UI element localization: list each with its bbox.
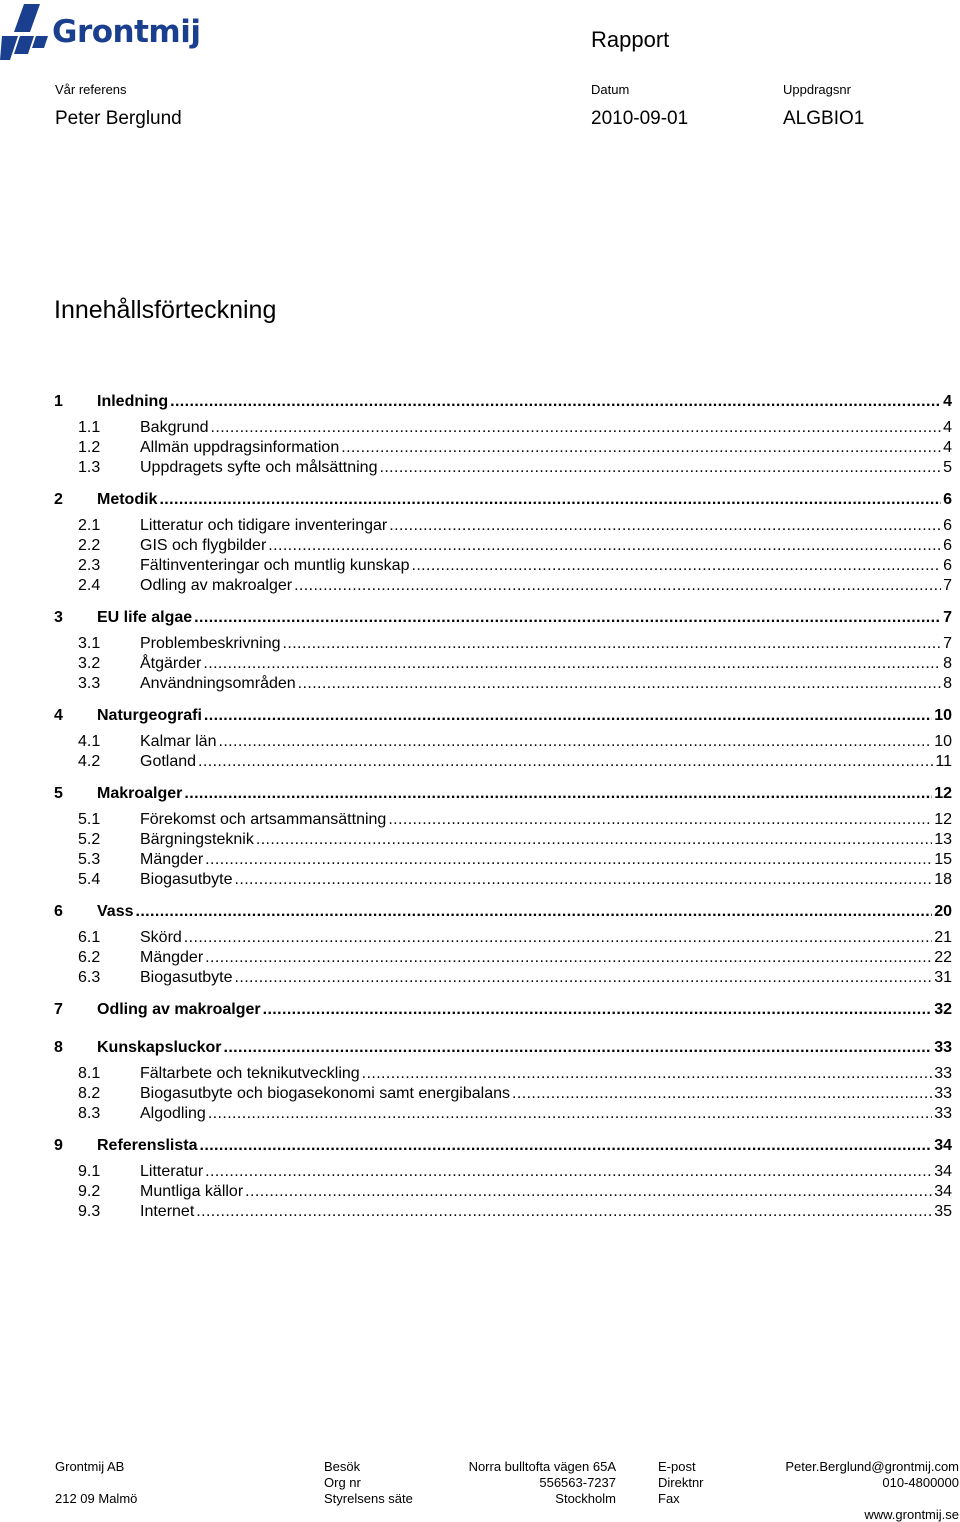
- toc-dot-leader: [204, 706, 932, 726]
- toc-entry-number: 5.2: [78, 831, 101, 848]
- toc-dot-leader: [218, 732, 932, 752]
- toc-entry-title: Fältinventeringar och muntlig kunskap: [140, 557, 410, 574]
- toc-dot-leader: [196, 1202, 932, 1222]
- toc-entry[interactable]: [54, 706, 952, 726]
- toc-dot-leader: [208, 1104, 932, 1124]
- toc-entry-page: 20: [934, 903, 952, 920]
- toc-entry-page: 6: [943, 491, 952, 508]
- toc-entry-page: 34: [934, 1163, 952, 1180]
- toc-dot-leader: [194, 608, 941, 628]
- toc-entry-number: 9.2: [78, 1183, 101, 1200]
- toc-entry-number: 6.1: [78, 929, 101, 946]
- toc-dot-leader: [389, 516, 941, 536]
- toc-entry-number: 7: [54, 1001, 63, 1018]
- toc-entry-page: 11: [935, 753, 952, 770]
- footer-postal: 212 09 Malmö: [55, 1491, 138, 1506]
- toc-entry-page: 5: [943, 459, 952, 476]
- toc-entry-page: 34: [934, 1183, 952, 1200]
- toc-entry-number: 5.4: [78, 871, 101, 888]
- footer-website[interactable]: www.grontmij.se: [864, 1507, 959, 1522]
- toc-dot-leader: [170, 392, 941, 412]
- toc-entry-title: Bärgningsteknik: [140, 831, 254, 848]
- report-title: Rapport: [591, 27, 670, 52]
- toc-entry[interactable]: [54, 608, 952, 628]
- toc-dot-leader: [263, 1000, 933, 1020]
- toc-entry[interactable]: [54, 870, 952, 890]
- toc-dot-leader: [512, 1084, 932, 1104]
- toc-dot-leader: [159, 490, 941, 510]
- toc-entry-page: 7: [943, 635, 952, 652]
- logo-wordmark: Grontmij: [52, 14, 201, 50]
- toc-entry-number: 1: [54, 393, 63, 410]
- toc-entry-title: Makroalger: [97, 785, 183, 802]
- toc-entry-page: 13: [934, 831, 952, 848]
- footer-email-value[interactable]: Peter.Berglund@grontmij.com: [785, 1459, 959, 1474]
- ref-value: Peter Berglund: [55, 108, 182, 129]
- toc-entry-number: 1.1: [78, 419, 101, 436]
- toc-entry-page: 12: [934, 785, 952, 802]
- toc-entry-title: Problembeskrivning: [140, 635, 281, 652]
- toc-entry-page: 8: [943, 675, 952, 692]
- toc-entry[interactable]: [54, 1000, 952, 1020]
- toc-entry-page: 31: [934, 969, 952, 986]
- toc-entry[interactable]: [54, 784, 952, 804]
- toc-entry-number: 4.2: [78, 753, 101, 770]
- toc-dot-leader: [294, 576, 941, 596]
- toc-entry-title: Skörd: [140, 929, 182, 946]
- toc-entry-number: 3.1: [78, 635, 101, 652]
- toc-entry-number: 9.1: [78, 1163, 101, 1180]
- toc-entry-title: Metodik: [97, 491, 158, 508]
- toc-entry-number: 2.2: [78, 537, 101, 554]
- toc-entry[interactable]: [54, 634, 952, 654]
- toc-entry-page: 4: [943, 419, 952, 436]
- toc-dot-leader: [379, 458, 941, 478]
- toc-entry-title: Kalmar län: [140, 733, 217, 750]
- toc-entry-page: 6: [943, 517, 952, 534]
- grontmij-logo-icon: [0, 2, 52, 62]
- toc-entry-page: 22: [934, 949, 952, 966]
- toc-entry-title: Allmän uppdragsinformation: [140, 439, 340, 456]
- toc-entry-title: Användningsområden: [140, 675, 296, 692]
- toc-dot-leader: [256, 830, 932, 850]
- toc-entry[interactable]: [54, 1104, 952, 1124]
- toc-dot-leader: [200, 1136, 933, 1156]
- footer-org-label: Org nr: [324, 1475, 361, 1490]
- toc-dot-leader: [411, 556, 941, 576]
- toc-entry-title: Litteratur och tidigare inventeringar: [140, 517, 388, 534]
- toc-entry[interactable]: [54, 1162, 952, 1182]
- toc-entry[interactable]: [54, 516, 952, 536]
- toc-entry-page: 8: [943, 655, 952, 672]
- toc-entry-page: 7: [943, 577, 952, 594]
- toc-entry[interactable]: [54, 732, 952, 752]
- footer-seat-label: Styrelsens säte: [324, 1491, 413, 1506]
- toc-entry-page: 32: [934, 1001, 952, 1018]
- toc-entry[interactable]: [54, 948, 952, 968]
- toc-entry[interactable]: [54, 536, 952, 556]
- toc-entry-page: 33: [934, 1039, 952, 1056]
- toc-entry-number: 5.3: [78, 851, 101, 868]
- grontmij-logo: [0, 2, 210, 64]
- toc-entry[interactable]: [54, 810, 952, 830]
- toc-entry-number: 8.2: [78, 1085, 101, 1102]
- toc-entry-number: 6.3: [78, 969, 101, 986]
- toc-entry-page: 33: [934, 1105, 952, 1122]
- toc-entry-number: 3.2: [78, 655, 101, 672]
- date-label: Datum: [591, 82, 630, 97]
- toc-entry-page: 34: [934, 1137, 952, 1154]
- toc-entry-page: 10: [934, 733, 952, 750]
- footer-company: Grontmij AB: [55, 1459, 125, 1474]
- toc-entry-page: 4: [943, 393, 952, 410]
- toc-entry-title: Odling av makroalger: [140, 577, 293, 594]
- toc-entry[interactable]: [54, 968, 952, 988]
- toc-entry[interactable]: [54, 1136, 952, 1156]
- toc-entry-number: 4: [54, 707, 63, 724]
- toc-entry[interactable]: [54, 418, 952, 438]
- footer-fax-label: Fax: [658, 1491, 680, 1506]
- toc-entry[interactable]: [54, 576, 952, 596]
- toc-entry[interactable]: [54, 1084, 952, 1104]
- toc-entry-title: Vass: [97, 903, 134, 920]
- toc-dot-leader: [198, 752, 933, 772]
- toc-entry-number: 2: [54, 491, 63, 508]
- toc-entry-title: Litteratur: [140, 1163, 204, 1180]
- footer-org-value: 556563-7237: [539, 1475, 616, 1490]
- toc-entry-number: 6: [54, 903, 63, 920]
- toc-entry-title: Åtgärder: [140, 655, 202, 672]
- toc-dot-leader: [283, 634, 942, 654]
- toc-entry-title: Kunskapsluckor: [97, 1039, 222, 1056]
- toc-entry[interactable]: [54, 654, 952, 674]
- toc-entry[interactable]: [54, 458, 952, 478]
- toc-entry-page: 12: [934, 811, 952, 828]
- toc-dot-leader: [362, 1064, 933, 1084]
- toc-entry-number: 4.1: [78, 733, 101, 750]
- toc-dot-leader: [235, 870, 933, 890]
- toc-entry[interactable]: [54, 674, 952, 694]
- toc-entry-number: 5: [54, 785, 63, 802]
- footer-direct-value: 010-4800000: [882, 1475, 959, 1490]
- toc-dot-leader: [341, 438, 941, 458]
- toc-entry[interactable]: [54, 490, 952, 510]
- toc-entry[interactable]: [54, 556, 952, 576]
- toc-dot-leader: [135, 902, 932, 922]
- toc-dot-leader: [235, 968, 933, 988]
- toc-entry-number: 1.3: [78, 459, 101, 476]
- toc-entry-title: GIS och flygbilder: [140, 537, 267, 554]
- toc-entry-page: 6: [943, 557, 952, 574]
- toc-dot-leader: [223, 1038, 932, 1058]
- toc-entry[interactable]: [54, 902, 952, 922]
- toc-entry-page: 21: [934, 929, 952, 946]
- toc-entry[interactable]: [54, 1182, 952, 1202]
- toc-entry-number: 8.1: [78, 1065, 101, 1082]
- toc-entry-number: 2.3: [78, 557, 101, 574]
- footer-direct-label: Direktnr: [658, 1475, 704, 1490]
- toc-entry-title: Muntliga källor: [140, 1183, 244, 1200]
- toc-entry-page: 18: [934, 871, 952, 888]
- toc-entry[interactable]: [54, 752, 952, 772]
- toc-entry-title: Fältarbete och teknikutveckling: [140, 1065, 360, 1082]
- toc-entry[interactable]: [54, 438, 952, 458]
- footer-seat-value: Stockholm: [555, 1491, 616, 1506]
- toc-dot-leader: [211, 418, 942, 438]
- date-value: 2010-09-01: [591, 108, 689, 129]
- toc-entry-title: Biogasutbyte: [140, 969, 233, 986]
- toc-dot-leader: [184, 784, 932, 804]
- toc-heading: Innehållsförteckning: [54, 296, 277, 324]
- toc-entry-number: 3: [54, 609, 63, 626]
- toc-entry[interactable]: [54, 850, 952, 870]
- toc-dot-leader: [388, 810, 932, 830]
- toc-entry-page: 33: [934, 1065, 952, 1082]
- toc-entry-title: Mängder: [140, 949, 204, 966]
- toc-entry-page: 7: [943, 609, 952, 626]
- toc-entry-page: 4: [943, 439, 952, 456]
- toc-entry-title: Förekomst och artsammansättning: [140, 811, 387, 828]
- assignment-value: ALGBIO1: [783, 108, 865, 129]
- toc-entry-title: Biogasutbyte: [140, 871, 233, 888]
- toc-entry[interactable]: [54, 1038, 952, 1058]
- toc-dot-leader: [203, 654, 941, 674]
- toc-entry-number: 9: [54, 1137, 63, 1154]
- toc-dot-leader: [298, 674, 941, 694]
- toc-dot-leader: [184, 928, 932, 948]
- toc-entry-title: Algodling: [140, 1105, 206, 1122]
- toc-entry-title: Odling av makroalger: [97, 1001, 261, 1018]
- toc-entry-number: 3.3: [78, 675, 101, 692]
- toc-entry[interactable]: [54, 830, 952, 850]
- toc-entry-page: 6: [943, 537, 952, 554]
- footer-visit-value: Norra bulltofta vägen 65A: [468, 1459, 616, 1474]
- footer-visit-label: Besök: [324, 1459, 361, 1474]
- toc-entry-title: Referenslista: [97, 1137, 198, 1154]
- toc-entry-title: EU life algae: [97, 609, 193, 626]
- toc-entry-number: 9.3: [78, 1203, 101, 1220]
- toc-entry-title: Biogasutbyte och biogasekonomi samt energibalans: [140, 1085, 511, 1102]
- toc-entry-title: Internet: [140, 1203, 195, 1220]
- toc-dot-leader: [205, 948, 932, 968]
- toc-dot-leader: [268, 536, 941, 556]
- toc-entry-page: 10: [934, 707, 952, 724]
- ref-label: Vår referens: [55, 82, 127, 97]
- toc-entry[interactable]: [54, 1202, 952, 1222]
- toc-dot-leader: [245, 1182, 932, 1202]
- toc-entry[interactable]: [54, 1064, 952, 1084]
- toc-entry-number: 2.1: [78, 517, 101, 534]
- toc-entry[interactable]: [54, 928, 952, 948]
- toc-dot-leader: [205, 1162, 932, 1182]
- toc-entry-number: 8.3: [78, 1105, 101, 1122]
- toc-entry-title: Bakgrund: [140, 419, 209, 436]
- toc-entry-number: 2.4: [78, 577, 101, 594]
- toc-entry-title: Naturgeografi: [97, 707, 202, 724]
- toc-entry-number: 1.2: [78, 439, 101, 456]
- assignment-label: Uppdragsnr: [783, 82, 851, 97]
- toc-entry-title: Inledning: [97, 393, 169, 410]
- toc-entry-page: 33: [934, 1085, 952, 1102]
- toc-entry-page: 35: [934, 1203, 952, 1220]
- toc-dot-leader: [205, 850, 932, 870]
- footer-email-label: E-post: [658, 1459, 696, 1474]
- toc-entry-number: 6.2: [78, 949, 101, 966]
- toc-entry-page: 15: [934, 851, 952, 868]
- toc-entry-title: Mängder: [140, 851, 204, 868]
- toc-entry-title: Uppdragets syfte och målsättning: [140, 459, 378, 476]
- toc-entry-title: Gotland: [140, 753, 197, 770]
- toc-entry-number: 8: [54, 1039, 63, 1056]
- toc-entry-number: 5.1: [78, 811, 101, 828]
- toc-entry[interactable]: [54, 392, 952, 412]
